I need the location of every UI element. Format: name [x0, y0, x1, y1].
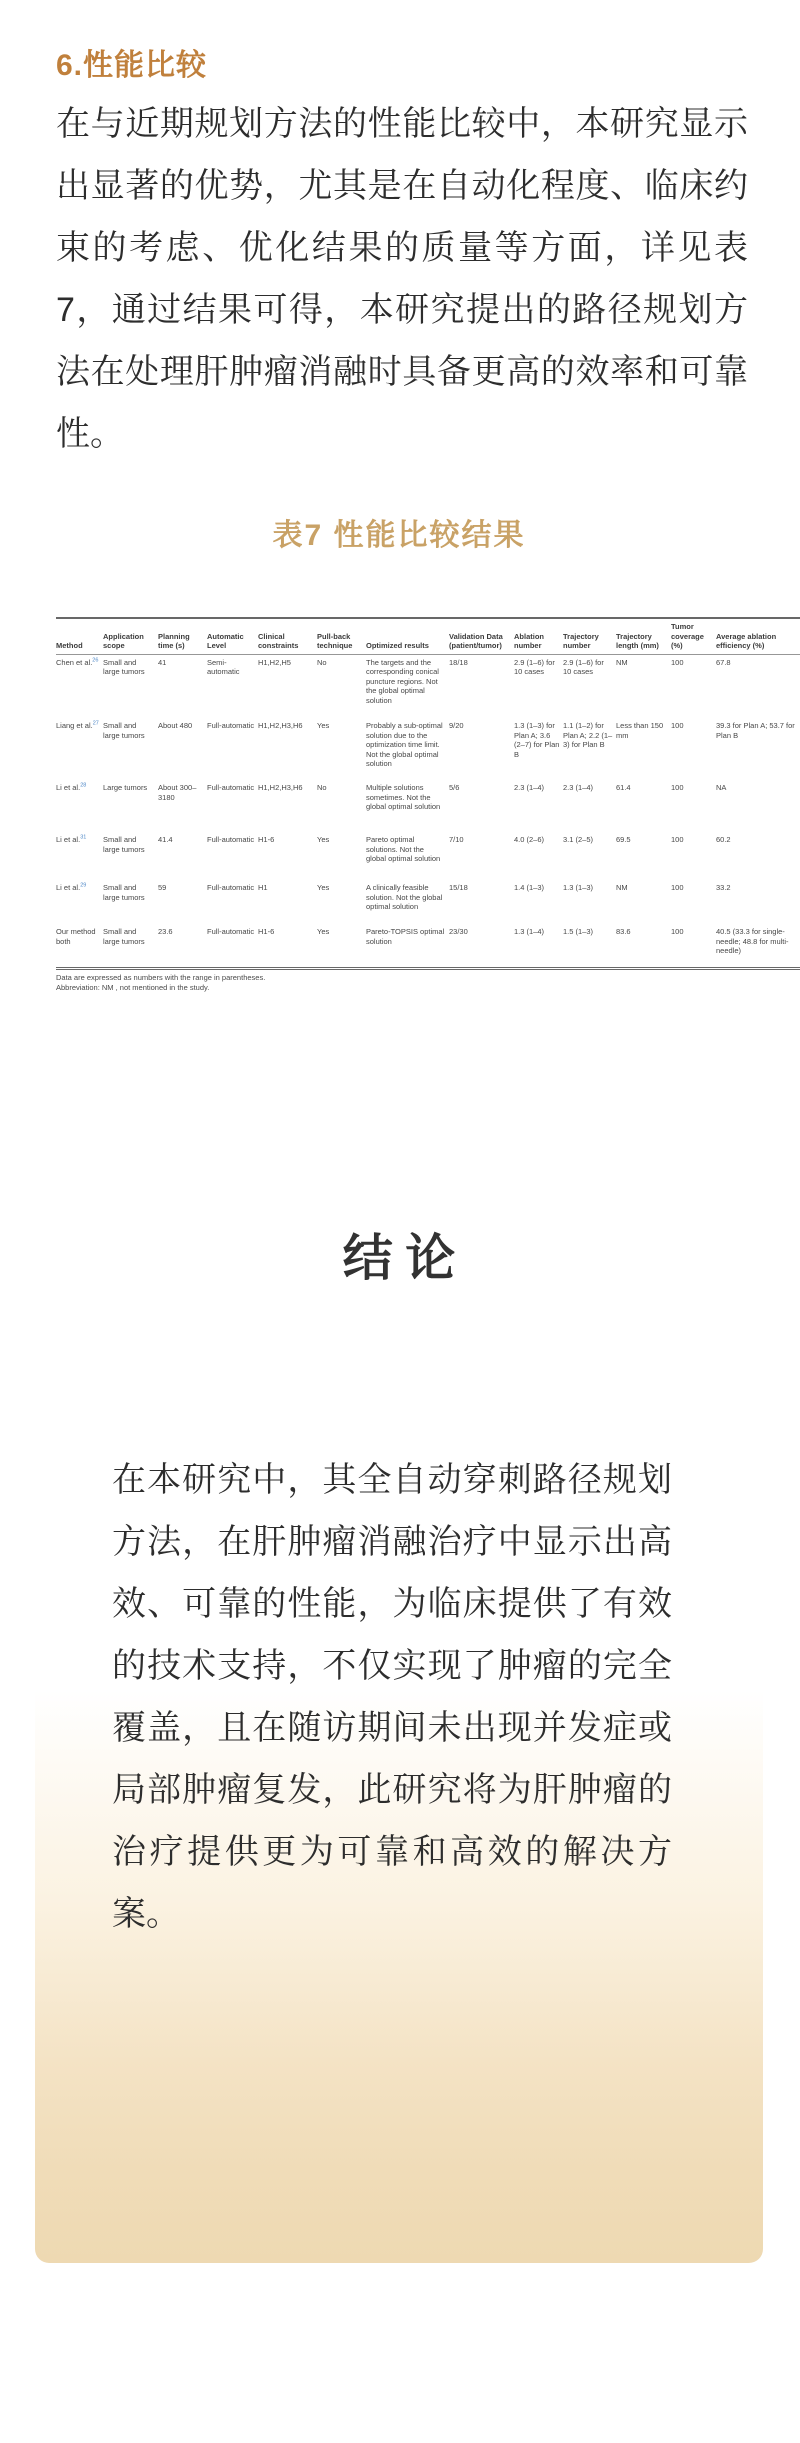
table-cell: A clinically feasible solution. Not the global optimal solution — [366, 883, 443, 911]
column-header: Tumor coverage (%) — [671, 618, 716, 654]
table-cell: Full-automatic — [207, 783, 255, 792]
table-row — [56, 654, 800, 718]
table-cell: NM — [616, 883, 628, 892]
table-cell: Large tumors — [103, 783, 148, 792]
table-cell: 1.3 (1–3) — [563, 883, 594, 892]
citation-ref[interactable]: 31 — [80, 834, 87, 841]
table-cell: 2.3 (1–4) — [563, 783, 594, 792]
table-cell: Liang et al.$^{27}$ — [56, 720, 99, 730]
table-cell: 5/6 — [449, 783, 460, 792]
column-header: Average ablation efficiency (%) — [716, 618, 800, 654]
column-header: Automatic Level — [207, 618, 258, 654]
footnote-line: Abbreviation: NM , not mentioned in the study. — [56, 982, 210, 992]
table-cell: 69.5 — [616, 835, 631, 844]
table-cell: 67.8 — [716, 657, 731, 667]
table-cell: H1,H2,H3,H6 — [258, 721, 303, 730]
table-cell: 39.3 for Plan A; 53.7 for Plan B — [716, 721, 795, 740]
table-cell: 4.0 (2–6) — [514, 835, 545, 844]
table-cell: Yes — [317, 721, 330, 730]
table-cell: Li et al.$^{31}$ — [56, 834, 87, 844]
table-cell: Yes — [317, 835, 330, 844]
table-caption: 表7 性能比较结果 — [272, 519, 526, 552]
table-row — [56, 924, 800, 968]
table-cell: No — [317, 783, 327, 792]
table-cell: 18/18 — [449, 657, 468, 667]
table-cell: 15/18 — [449, 883, 468, 892]
column-header: Application scope — [103, 618, 158, 654]
table-cell: 9/20 — [449, 721, 464, 730]
section-heading: 6.性能比较 — [56, 49, 208, 82]
table-cell: About 480 — [158, 721, 193, 730]
column-header: Planning time (s) — [158, 618, 207, 654]
table-cell: 100 — [671, 721, 684, 730]
table-cell: Full-automatic — [207, 721, 255, 730]
table-cell: NM — [616, 657, 628, 667]
table-cell: Probably a sub-optimal solution due to the optimization time limit. Not the global optimal solution — [366, 721, 443, 768]
citation-ref[interactable]: 27 — [92, 720, 99, 727]
column-header: Validation Data (patient/tumor) — [449, 618, 514, 654]
comparison-paragraph: 在与近期规划方法的性能比较中，本研究显示出显著的优势，尤其是在自动化程度、临床约束的考虑、优化结果的质量等方面，详见表7，通过结果可得，本研究提出的路径规划方法在处理肝肿瘤消融时具备更高的效率和可靠性。 — [56, 105, 748, 453]
table-cell: 33.2 — [716, 883, 731, 892]
table-row — [56, 718, 800, 780]
table-cell: Full-automatic — [207, 883, 255, 892]
table-cell: Multiple solutions sometimes. Not the global optimal solution — [366, 783, 441, 811]
table-cell: 100 — [671, 783, 684, 792]
table-cell: 60.2 — [716, 835, 731, 844]
table-cell: Yes — [317, 927, 330, 936]
column-header: Trajectory number — [563, 618, 616, 654]
table-cell: 61.4 — [616, 783, 631, 792]
footnote-line: Data are expressed as numbers with the range in parentheses. — [56, 972, 266, 982]
table-cell: Full-automatic — [207, 835, 255, 844]
table-cell: Small and large tumors — [103, 657, 145, 676]
table-cell: Pareto optimal solutions. Not the global optimal solution — [366, 835, 441, 863]
table-cell: Small and large tumors — [103, 721, 145, 740]
table-cell: 23/30 — [449, 927, 468, 936]
table-cell: H1-6 — [258, 835, 275, 844]
column-header: Method — [56, 618, 103, 654]
table-cell: 41 — [158, 657, 167, 667]
table-cell: Full-automatic — [207, 927, 255, 936]
table-cell: 100 — [671, 883, 684, 892]
table-cell: 100 — [671, 927, 684, 936]
table-cell: 1.3 (1–4) — [514, 927, 545, 936]
table-cell: 1.5 (1–3) — [563, 927, 594, 936]
column-header: Trajectory length (mm) — [616, 618, 671, 654]
table-cell: 2.3 (1–4) — [514, 783, 545, 792]
table-cell: 1.4 (1–3) — [514, 883, 545, 892]
table-cell: 2.9 (1–6) for 10 cases — [514, 657, 555, 676]
table-cell: About 300–3180 — [158, 783, 197, 802]
comparison-table — [56, 617, 795, 993]
table-cell: NA — [716, 783, 727, 792]
column-header: Ablation number — [514, 618, 563, 654]
column-header: Pull-back technique — [317, 618, 366, 654]
table-cell: 100 — [671, 835, 684, 844]
column-header: Optimized results — [366, 618, 449, 654]
table-cell: Pareto-TOPSIS optimal solution — [366, 927, 445, 946]
conclusion-paragraph: 在本研究中，其全自动穿刺路径规划方法，在肝肿瘤消融治疗中显示出高效、可靠的性能，为临床提供了有效的技术支持，不仅实现了肿瘤的完全覆盖，且在随访期间未出现并发症或局部肿瘤复发，此研究将为肝肿瘤的治疗提供更为可靠和高效的解决方案。 — [112, 1461, 672, 1933]
citation-ref[interactable]: 26 — [92, 657, 99, 663]
table-cell: No — [317, 657, 327, 667]
table-cell: Chen et al.$^{26}$ — [56, 657, 99, 667]
table-cell: 100 — [671, 657, 684, 667]
table-cell: Less than 150 mm — [616, 721, 664, 740]
citation-ref[interactable]: 29 — [80, 882, 87, 889]
table-cell: 1.1 (1–2) for Plan A; 2.2 (1–3) for Plan B — [563, 721, 613, 749]
table-cell: Our method both — [56, 927, 96, 946]
table-cell: Small and large tumors — [103, 835, 145, 854]
table-cell: Li et al.$^{29}$ — [56, 882, 87, 892]
table-row — [56, 780, 800, 832]
table-cell: Semi-automatic — [207, 657, 240, 676]
table-cell: H1-6 — [258, 927, 275, 936]
table-cell: 1.3 (1–3) for Plan A; 3.6 (2–7) for Plan B — [514, 721, 560, 759]
table-cell: H1 — [258, 883, 268, 892]
table-cell: 2.9 (1–6) for 10 cases — [563, 657, 604, 676]
table-head-row — [56, 618, 800, 654]
table-cell: Small and large tumors — [103, 927, 145, 946]
table-cell: 83.6 — [616, 927, 631, 936]
table-row — [56, 832, 800, 880]
table-cell: 59 — [158, 883, 167, 892]
table-cell: H1,H2,H3,H6 — [258, 783, 303, 792]
table-cell: The targets and the corresponding conical puncture regions. Not the global optimal solution — [366, 657, 439, 705]
citation-ref[interactable]: 28 — [80, 782, 87, 789]
table-cell: H1,H2,H5 — [258, 657, 291, 667]
table-cell: Yes — [317, 883, 330, 892]
table-cell: 40.5 (33.3 for single-needle; 48.8 for multi-needle) — [716, 927, 789, 955]
table-cell: 23.6 — [158, 927, 173, 936]
table-cell: Small and large tumors — [103, 883, 145, 902]
column-header: Clinical constraints — [258, 618, 317, 654]
table-row — [56, 880, 800, 924]
table-cell: 41.4 — [158, 835, 173, 844]
table-body — [56, 654, 800, 968]
table-cell: 3.1 (2–5) — [563, 835, 594, 844]
table-cell: 7/10 — [449, 835, 464, 844]
table-cell: Li et al.$^{28}$ — [56, 782, 87, 792]
conclusion-heading: 结 论 — [342, 1230, 456, 1286]
table-footnotes — [56, 973, 766, 993]
